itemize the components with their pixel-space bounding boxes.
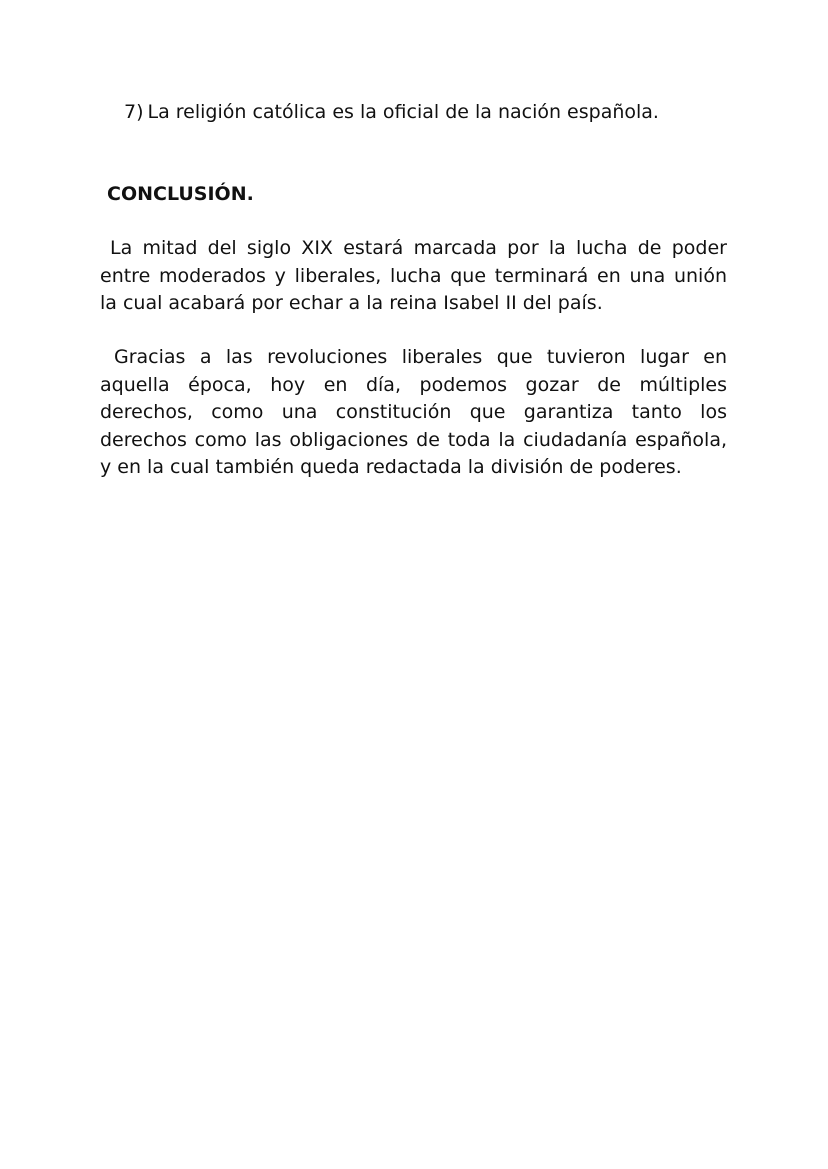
paragraph-2 (100, 344, 727, 482)
paragraph-line: y en la cual también queda redactada la división de poderes. (100, 456, 682, 478)
list-item-text: La religión católica es la oficial de la nación española. (147, 101, 659, 123)
paragraph-line: derechos como las obligaciones de toda la ciudadanía española, (100, 428, 727, 451)
list-item-7 (124, 101, 659, 123)
paragraph-line: entre moderados y liberales, lucha que terminará en una unión (100, 264, 727, 287)
list-item-number: 7) (124, 101, 144, 123)
paragraph-line: aquella época, hoy en día, podemos gozar de múltiples (100, 373, 727, 396)
paragraph-line: la cual acabará por echar a la reina Isabel II del país. (100, 292, 603, 314)
paragraph-line: derechos, como una constitución que garantiza tanto los (100, 401, 727, 423)
paragraph-1 (100, 235, 727, 318)
paragraph-line: Gracias a las revoluciones liberales que tuvieron lugar en (114, 346, 727, 368)
section-heading: CONCLUSIÓN. (107, 183, 254, 205)
paragraph-line: La mitad del siglo XIX estará marcada por la lucha de poder (110, 237, 727, 259)
